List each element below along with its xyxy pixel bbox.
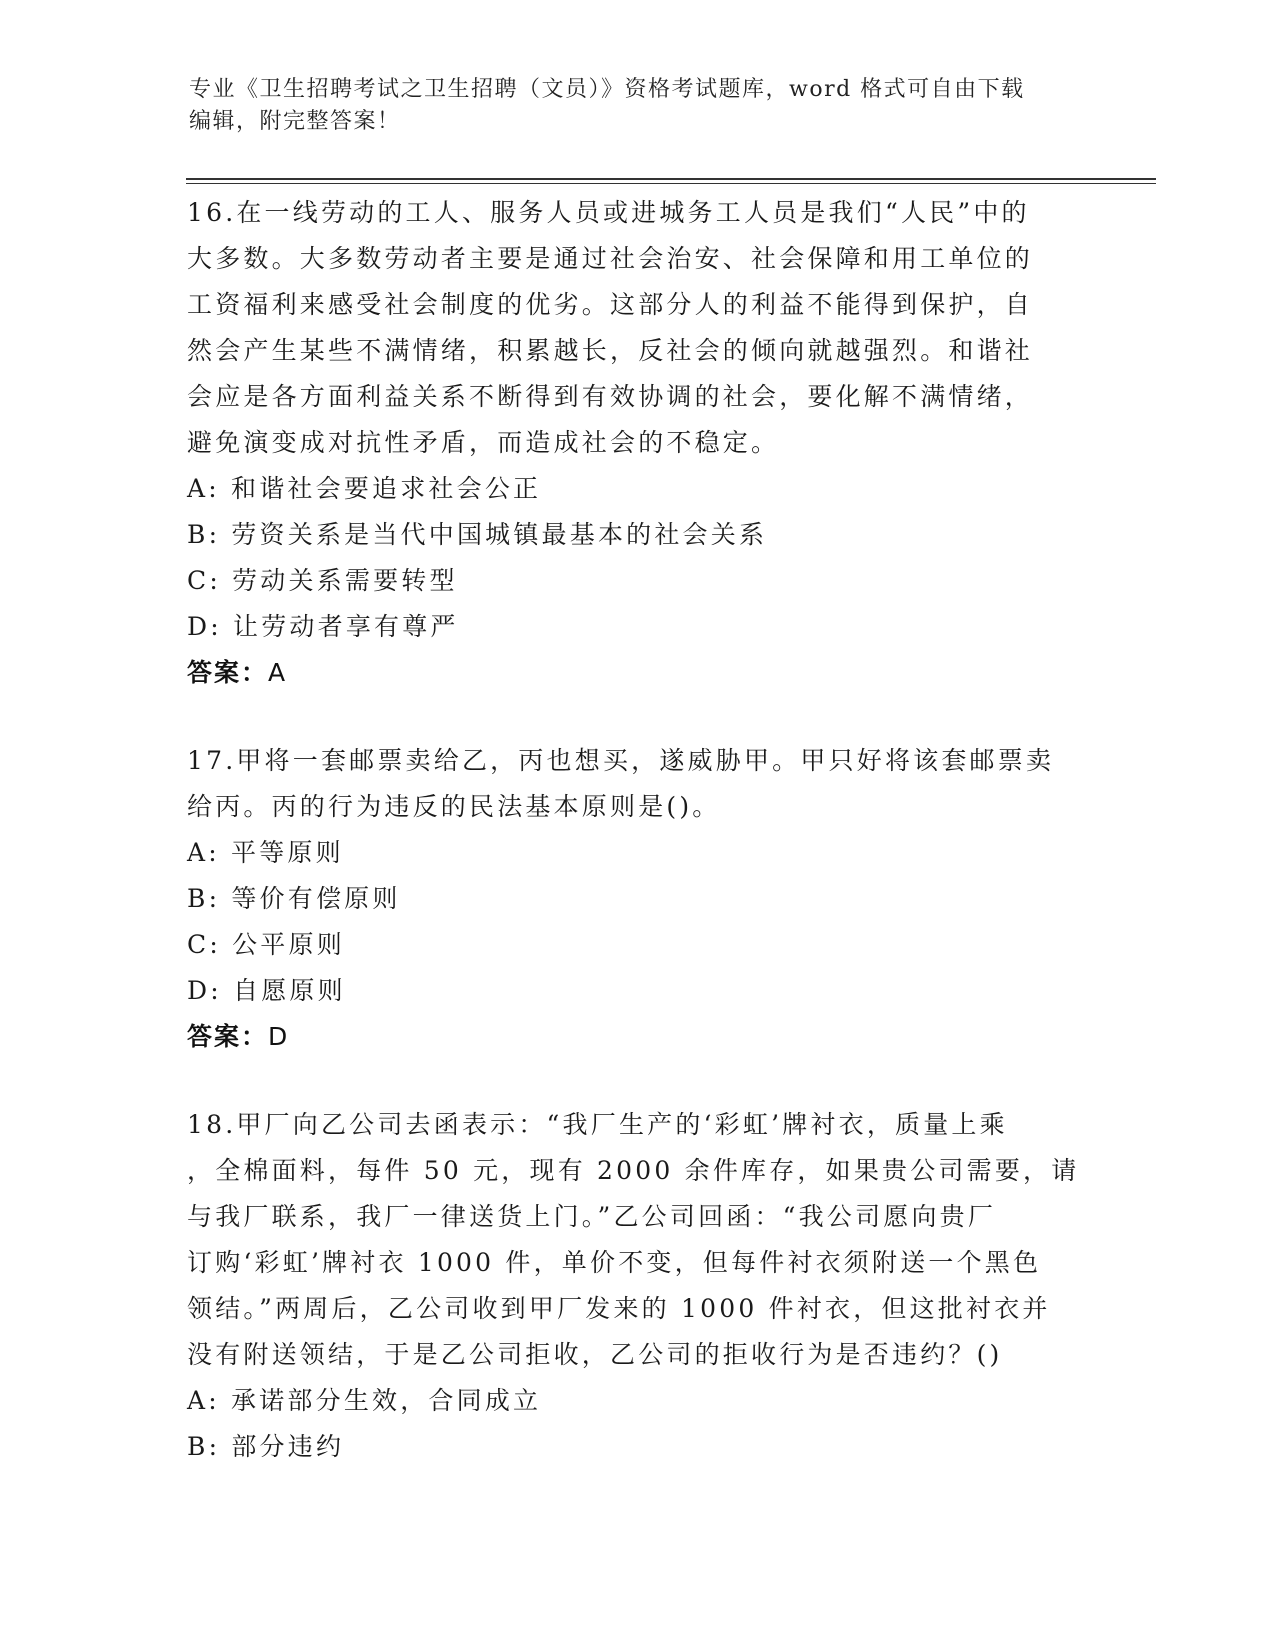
question-stem-line: 工资福利来感受社会制度的优劣。这部分人的利益不能得到保护，自 xyxy=(187,290,1034,319)
question-17 xyxy=(187,738,1087,1060)
question-stem-line: 然会产生某些不满情绪，积累越长，反社会的倾向就越强烈。和谐社 xyxy=(187,336,1034,365)
option-b: B: 等价有偿原则 xyxy=(187,884,401,913)
question-stem-line: 18.甲厂向乙公司去函表示：“我厂生产的‘彩虹’牌衬衣，质量上乘 xyxy=(187,1110,1008,1139)
question-stem-line: 避免演变成对抗性矛盾，而造成社会的不稳定。 xyxy=(187,428,780,457)
answer-value: D xyxy=(268,1022,290,1051)
answer-value: A xyxy=(268,658,288,687)
header-divider-thick xyxy=(186,178,1156,180)
question-stem-line: 领结。”两周后，乙公司收到甲厂发来的 1000 件衬衣，但这批衬衣并 xyxy=(187,1294,1051,1323)
option-c: C: 公平原则 xyxy=(187,930,345,959)
question-stem-line: ，全棉面料，每件 50 元，现有 2000 余件库存，如果贵公司需要，请 xyxy=(187,1156,1080,1185)
question-stem-line: 给丙。丙的行为违反的民法基本原则是()。 xyxy=(187,792,721,821)
option-d: D: 让劳动者享有尊严 xyxy=(187,612,459,641)
option-c: C: 劳动关系需要转型 xyxy=(187,566,458,595)
option-b: B: 部分违约 xyxy=(187,1432,345,1461)
question-stem-line: 大多数。大多数劳动者主要是通过社会治安、社会保障和用工单位的 xyxy=(187,244,1034,273)
question-stem-line: 订购‘彩虹’牌衬衣 1000 件，单价不变，但每件衬衣须附送一个黑色 xyxy=(187,1248,1042,1277)
answer-line xyxy=(187,1014,1087,1060)
question-spacer xyxy=(187,1060,1087,1102)
header-divider-thin xyxy=(186,183,1156,184)
header-line: 专业《卫生招聘考试之卫生招聘（文员）》资格考试题库，word 格式可自由下载 xyxy=(189,77,1025,102)
option-d: D: 自愿原则 xyxy=(187,976,346,1005)
question-stem-line: 会应是各方面利益关系不断得到有效协调的社会，要化解不满情绪， xyxy=(187,382,1034,411)
header-line: 编辑，附完整答案！ xyxy=(189,109,401,134)
answer-label: 答案： xyxy=(187,658,269,687)
answer-label: 答案： xyxy=(187,1022,269,1051)
question-list xyxy=(187,190,1087,1470)
question-stem-line: 没有附送领结，于是乙公司拒收，乙公司的拒收行为是否违约？() xyxy=(187,1340,1003,1369)
question-18 xyxy=(187,1102,1087,1470)
option-a: A: 平等原则 xyxy=(187,838,344,867)
question-spacer xyxy=(187,696,1087,738)
answer-line xyxy=(187,650,1087,696)
question-16 xyxy=(187,190,1087,696)
option-b: B: 劳资关系是当代中国城镇最基本的社会关系 xyxy=(187,520,768,549)
question-stem-line: 17.甲将一套邮票卖给乙，丙也想买，遂威胁甲。甲只好将该套邮票卖 xyxy=(187,746,1055,775)
option-a: A: 承诺部分生效，合同成立 xyxy=(187,1386,542,1415)
document-header xyxy=(189,74,1089,138)
question-stem-line: 与我厂联系，我厂一律送货上门。”乙公司回函：“我公司愿向贵厂 xyxy=(187,1202,997,1231)
option-a: A: 和谐社会要追求社会公正 xyxy=(187,474,542,503)
question-stem-line: 16.在一线劳动的工人、服务人员或进城务工人员是我们“人民”中的 xyxy=(187,198,1030,227)
